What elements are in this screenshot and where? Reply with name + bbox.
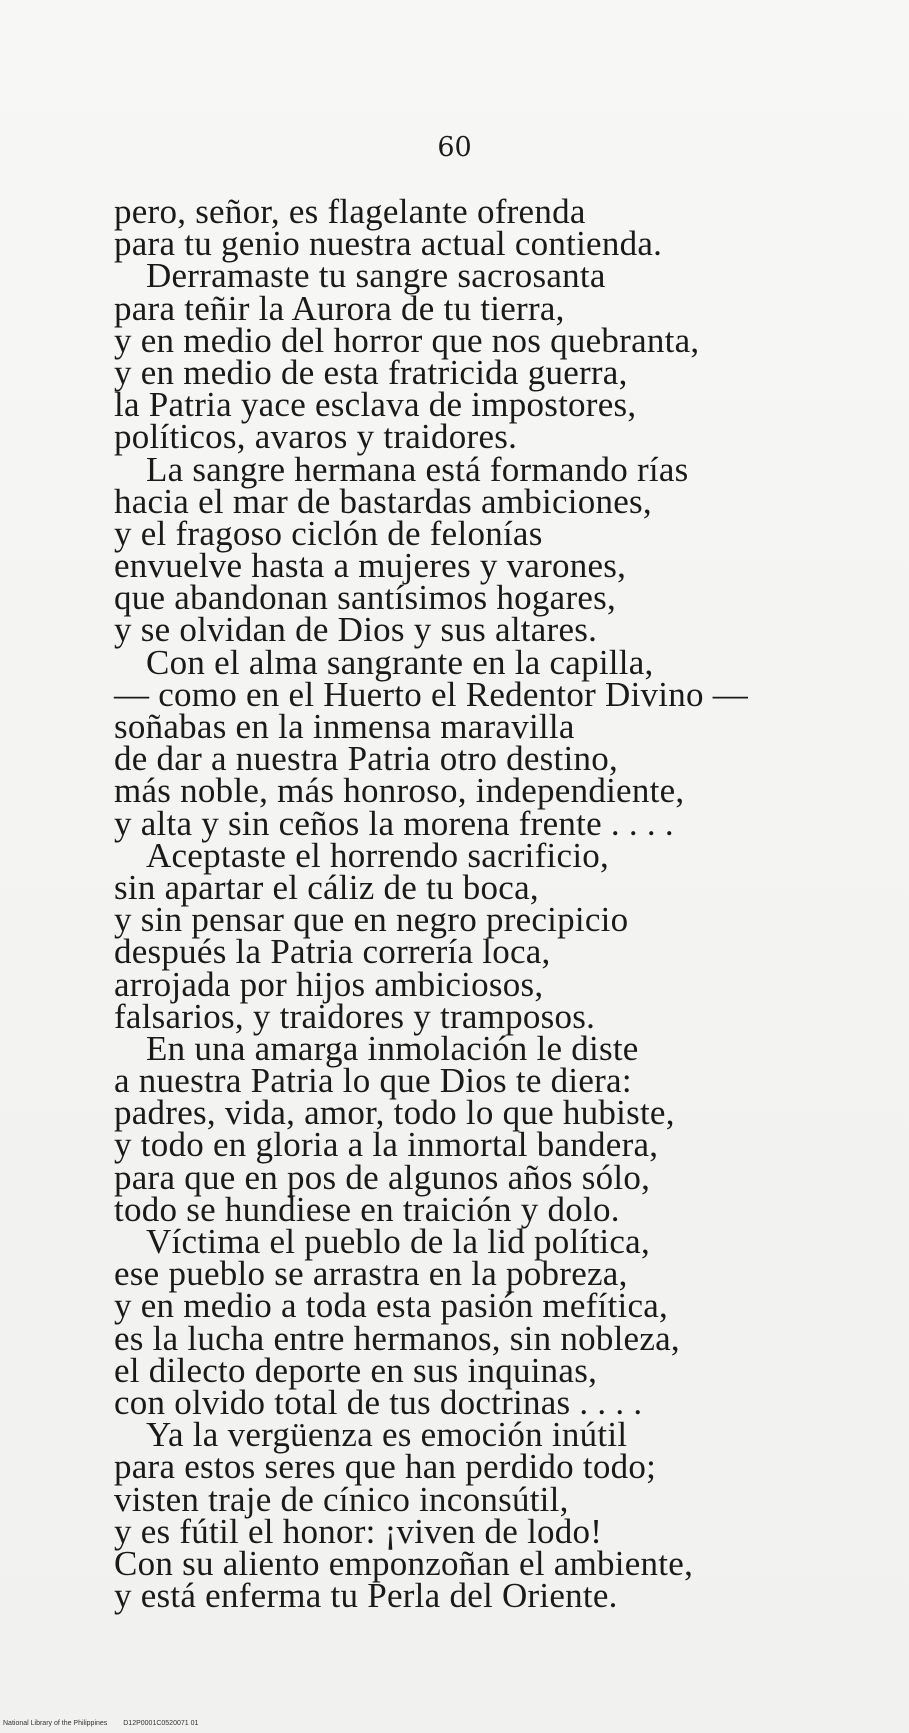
poem-line: pero, señor, es flagelante ofrenda (114, 192, 586, 231)
poem-line: para que en pos de algunos años sólo, (114, 1157, 651, 1197)
poem-line: Aceptaste el horrendo sacrificio, (146, 835, 610, 875)
poem-line: y alta y sin ceños la morena frente . . . . (114, 803, 674, 843)
poem-line: Ya la vergüenza es emoción inútil (146, 1415, 628, 1455)
poem-line: para tu genio nuestra actual contienda. (114, 224, 663, 264)
poem-line: ese pueblo se arrastra en la pobreza, (114, 1254, 628, 1294)
poem-line: — como en el Huerto el Redentor Divino — (114, 674, 749, 714)
poem-text (114, 192, 834, 1616)
poem-line: y todo en gloria a la inmortal bandera, (114, 1125, 659, 1165)
poem-line: y es fútil el honor: ¡viven de lodo! (114, 1511, 603, 1551)
poem-line: Con su aliento emponzoñan el ambiente, (114, 1543, 694, 1583)
poem-line: el dilecto deporte en sus inquinas, (114, 1350, 598, 1390)
poem-line: padres, vida, amor, todo lo que hubiste, (114, 1093, 675, 1133)
poem-line: todo se hundiese en traición y dolo. (114, 1189, 620, 1229)
poem-line: más noble, más honroso, independiente, (114, 771, 685, 811)
poem-line: soñabas en la inmensa maravilla (114, 707, 575, 746)
poem-line: y en medio de esta fratricida guerra, (114, 352, 628, 392)
poem-line: para teñir la Aurora de tu tierra, (114, 288, 565, 328)
poem-line: envuelve hasta a mujeres y varones, (114, 546, 627, 586)
poem-line: visten traje de cínico inconsútil, (114, 1479, 569, 1519)
poem-line: a nuestra Patria lo que Dios te diera: (114, 1061, 632, 1101)
poem-line: hacia el mar de bastardas ambiciones, (114, 481, 652, 521)
poem-line: de dar a nuestra Patria otro destino, (114, 739, 618, 779)
poem-line: que abandonan santísimos hogares, (114, 578, 617, 618)
poem-line: y el fragoso ciclón de felonías (114, 513, 543, 553)
poem-line: y en medio a toda esta pasión mefítica, (114, 1286, 669, 1326)
footer-id: D12P0001C0520071 01 (123, 1720, 199, 1727)
poem-line: la Patria yace esclava de impostores, (114, 385, 637, 425)
poem-line: con olvido total de tus doctrinas . . . . (114, 1382, 643, 1422)
poem-line: arrojada por hijos ambiciosos, (114, 964, 544, 1004)
poem-line: falsarios, y traidores y tramposos. (114, 996, 596, 1036)
poem-line: es la lucha entre hermanos, sin nobleza, (114, 1318, 680, 1358)
poem-line: después la Patria correría loca, (114, 932, 551, 972)
poem-line: Derramaste tu sangre sacrosanta (146, 256, 606, 296)
poem-line: Víctima el pueblo de la lid política, (146, 1222, 650, 1261)
footer-library: National Library of the Philippines (3, 1720, 108, 1727)
poem-line: y sin pensar que en negro precipicio (114, 900, 629, 940)
scan-footer (3, 1720, 212, 1727)
poem-line: sin apartar el cáliz de tu boca, (114, 867, 539, 907)
poem-line: para estos seres que han perdido todo; (114, 1447, 657, 1487)
poem-line: políticos, avaros y traidores. (114, 417, 518, 457)
poem-line: Con el alma sangrante en la capilla, (146, 642, 654, 682)
poem-line: y está enferma tu Perla del Oriente. (114, 1576, 618, 1616)
poem-line: y en medio del horror que nos quebranta, (114, 320, 700, 360)
poem-line: y se olvidan de Dios y sus altares. (114, 610, 598, 650)
poem-line: En una amarga inmolación le diste (146, 1028, 639, 1068)
page-number: 60 (437, 132, 472, 163)
poem-line: La sangre hermana está formando rías (146, 449, 689, 489)
